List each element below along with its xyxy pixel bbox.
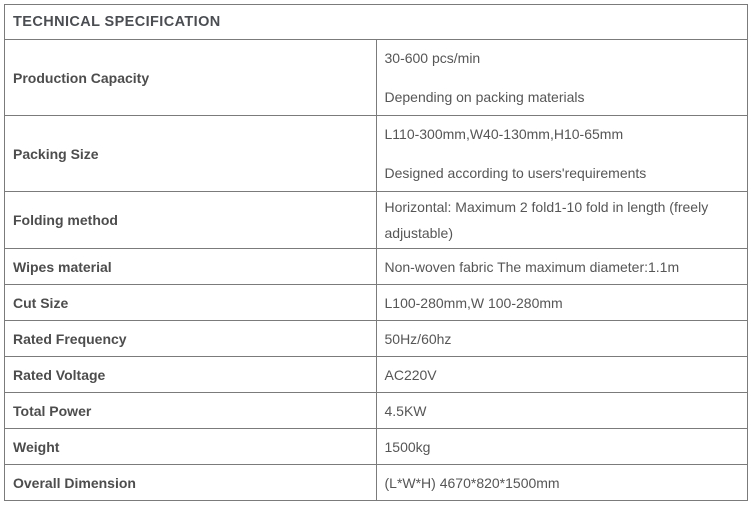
spec-value: Horizontal: Maximum 2 fold1-10 fold in length (freely adjustable) — [376, 192, 748, 249]
spec-label: Rated Frequency — [5, 321, 377, 357]
table-row — [5, 321, 748, 357]
spec-value-line: L110-300mm,W40-130mm,H10-65mm — [384, 126, 624, 142]
spec-value: 4.5KW — [376, 393, 748, 429]
spec-label: Cut Size — [5, 285, 377, 321]
spec-value: 1500kg — [376, 429, 748, 465]
table-row — [5, 249, 748, 285]
table-row — [5, 285, 748, 321]
spec-label: Total Power — [5, 393, 377, 429]
spec-label: Folding method — [5, 192, 377, 249]
spec-value-line: 30-600 pcs/min — [384, 50, 481, 66]
spec-label: Weight — [5, 429, 377, 465]
spec-value: 50Hz/60hz — [376, 321, 748, 357]
table-row — [5, 357, 748, 393]
spec-value: AC220V — [376, 357, 748, 393]
spec-value-line: Designed according to users'requirements — [384, 165, 647, 181]
spec-value: Non-woven fabric The maximum diameter:1.1m — [376, 249, 748, 285]
table-row — [5, 465, 748, 501]
spec-label: Wipes material — [5, 249, 377, 285]
table-row — [5, 192, 748, 249]
spec-value: (L*W*H) 4670*820*1500mm — [376, 465, 748, 501]
table-row — [5, 116, 748, 192]
spec-table — [4, 4, 748, 501]
spec-label: Packing Size — [5, 116, 377, 192]
table-title: TECHNICAL SPECIFICATION — [5, 5, 748, 40]
table-header-row — [5, 5, 748, 40]
spec-value — [376, 116, 748, 192]
spec-label: Production Capacity — [5, 40, 377, 116]
spec-value-line: Depending on packing materials — [384, 89, 585, 105]
spec-value — [376, 40, 748, 116]
spec-label: Rated Voltage — [5, 357, 377, 393]
table-row — [5, 40, 748, 116]
spec-label: Overall Dimension — [5, 465, 377, 501]
table-row — [5, 393, 748, 429]
spec-value: L100-280mm,W 100-280mm — [376, 285, 748, 321]
table-row — [5, 429, 748, 465]
